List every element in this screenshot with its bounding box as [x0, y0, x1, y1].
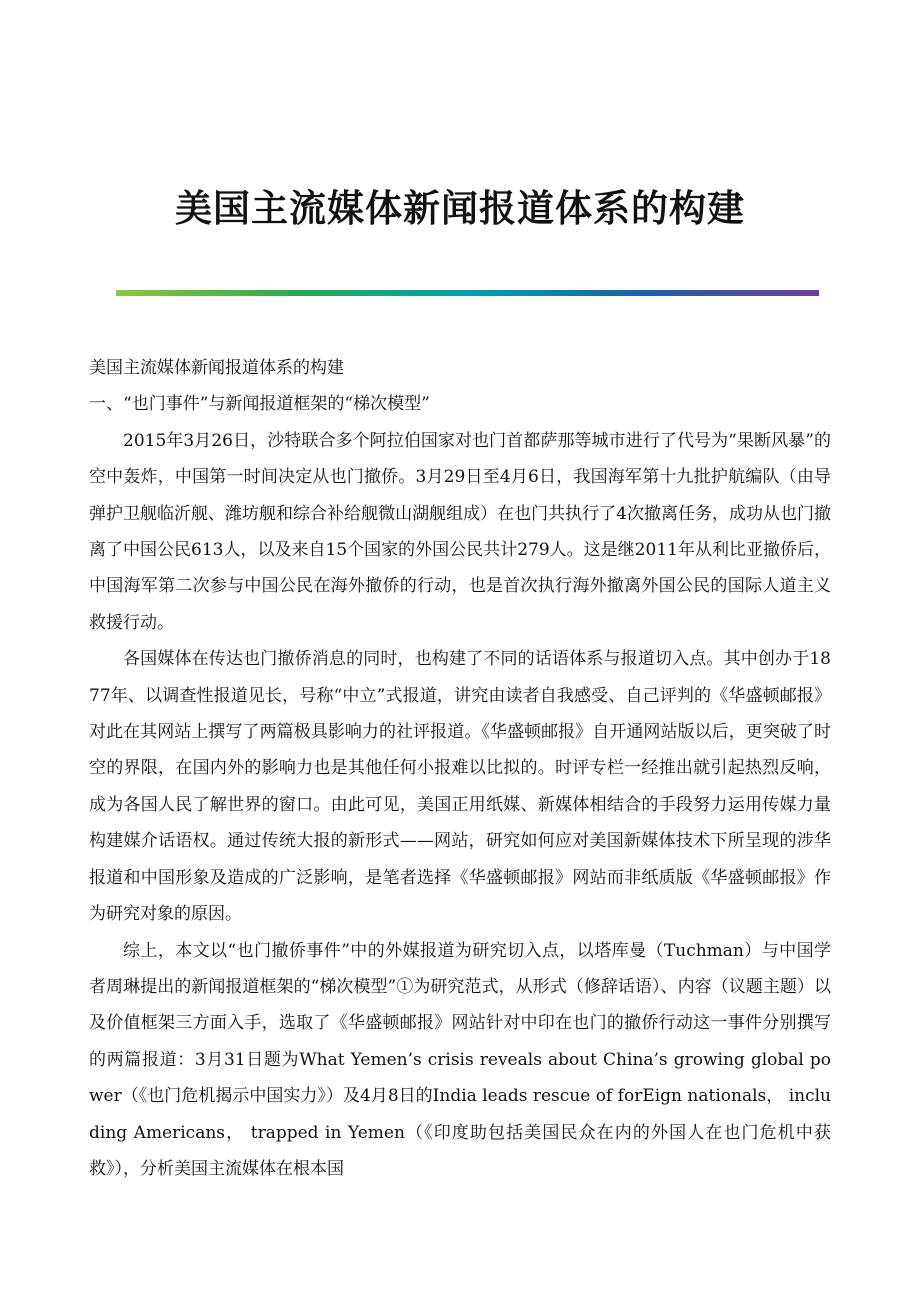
section-heading: 一、“也门事件”与新闻报道框架的“梯次模型” — [89, 394, 430, 415]
title-divider — [116, 290, 819, 296]
paragraph: 各国媒体在传达也门撤侨消息的同时，也构建了不同的话语体系与报道切入点。其中创办于1877年、以调查性报道见长，号称“中立”式报道，讲究由读者自我感受、自己评判的《华盛顿邮报》对此在其网站上撰写了两篇极具影响力的社评报道。《华盛顿邮报》自开通网站版以后，更突破了时空的界限，在国内外的影响力也是其他任何小报难以比拟的。时评专栏一经推出就引起热烈反响，成为各国人民了解世界的窗口。由此可见，美国正用纸媒、新媒体相结合的手段努力运用传媒力量构建媒介话语权。通过传统大报的新形式——网站，研究如何应对美国新媒体技术下所呈现的涉华报道和中国形象及造成的广泛影响，是笔者选择《华盛顿邮报》网站而非纸质版《华盛顿邮报》作为研究对象的原因。 — [89, 649, 831, 925]
document-body — [89, 350, 831, 1187]
paragraph: 2015年3月26日，沙特联合多个阿拉伯国家对也门首都萨那等城市进行了代号为“果断风暴”的空中轰炸，中国第一时间决定从也门撤侨。3月29日至4月6日，我国海军第十九批护航编队（由导弹护卫舰临沂舰、潍坊舰和综合补给舰微山湖舰组成）在也门共执行了4次撤离任务，成功从也门撤离了中国公民613人，以及来自15个国家的外国公民共计279人。这是继2011年从利比亚撤侨后，中国海军第二次参与中国公民在海外撤侨的行动，也是首次执行海外撤离外国公民的国际人道主义救援行动。 — [89, 430, 831, 633]
document-title: 美国主流媒体新闻报道体系的构建 — [175, 186, 745, 230]
paragraph: 综上，本文以“也门撤侨事件”中的外媒报道为研究切入点，以塔库曼（Tuchman）与中国学者周琳提出的新闻报道框架的“梯次模型”①为研究范式，从形式（修辞话语）、内容（议题主题）以及价值框架三方面入手，选取了《华盛顿邮报》网站针对中印在也门的撤侨行动这一事件分别撰写的两篇报道：3月31日题为What Yemen’s crisis reveals about China’s growing global power（《也门危机揭示中国实力》）及4月8日的India leads rescue of forEign nationals， including Americans， trapped in Yemen（《印度助包括美国民众在内的外国人在也门危机中获救》），分析美国主流媒体在根本国 — [89, 940, 831, 1179]
document-subtitle: 美国主流媒体新闻报道体系的构建 — [89, 358, 344, 378]
